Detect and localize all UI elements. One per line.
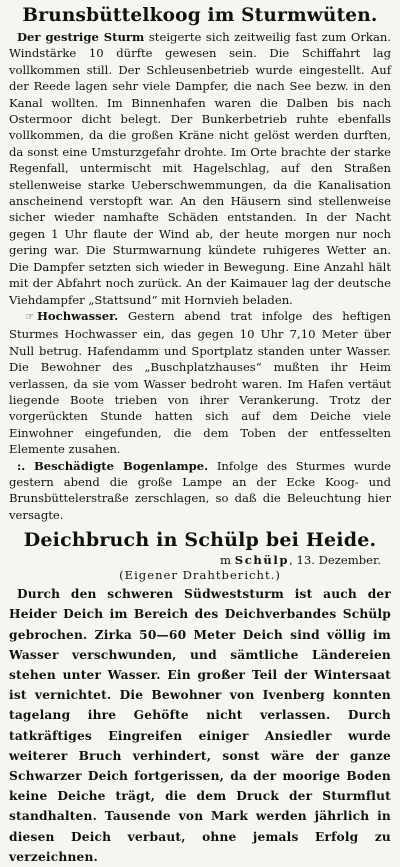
article1-text-sturm: steigerte sich zeitweilig fast zum Orkan. Windstärke 10 dürfte gewesen sein. Die Schiffahrt lag vollkommen still. Der Schleusenbetrieb wurde eingestellt. Auf der Reede lagen sehr viele Dampfer, die nach See bezw. in den Kanal wollten. Im Binnenhafen waren die Dalben bis nach Ostermoor dicht belegt. Der Bunkerbetrieb ruhte ebenfalls vollkommen, da die großen Kräne nicht gelöst werden durften, da sonst eine Umsturzgefahr drohte. Im Orte brachte der starke Regenfall, untermischt mit Hagelschlag, auf den Straßen stellenweise starke Ueberschwemmungen, da die Kanalisation anscheinend verstopft war. An den Häusern sind stellenweise sicher wieder namhafte Schäden entstanden. In der Nacht gegen 1 Uhr flaute der Wind ab, der heute morgen nur noch gering war. Die Sturmwarnung kündete ruhigeres Wetter an. Die Dampfer setzten sich wieder in Bewegung. Eine Anzahl hält mit der Abfahrt noch zurück. An der Kaimauer lag der deutsche Viehdampfer „Stattsund“ mit Hornvieh beladen. xyxy=(9,30,392,307)
article2-dateline-date: , 13. Dezember. xyxy=(289,553,381,568)
article2-body-container xyxy=(9,584,391,867)
article1-prefix-bogenlampe: :. xyxy=(17,458,26,473)
pointing-hand-icon: ☞ xyxy=(25,311,34,323)
article1-text-bogenlampe: Infolge des Sturmes wurde gestern abend die große Lampe an der Ecke Koog- und Brunsbüttelerstraße zerschlagen, so daß die Beleuchtung hier versagte. xyxy=(9,458,391,522)
article2-body: Durch den schweren Südweststurm ist auch der Heider Deich im Bereich des Deichverbandes Schülp gebrochen. Zirka 50—60 Meter Deich sind völlig im Wasser verschwunden, und sämtliche Ländereien stehen unter Wasser. Ein großer Teil der Wintersaat ist vernichtet. Die Bewohner von Ivenberg konnten tagelang ihre Gehöfte nicht verlassen. Durch tatkräftiges Eingreifen einiger Ansiedler wurde weiterer Bruch verhindert, sonst wäre der ganze Schwarzer Deich fortgerissen, da der moorige Boden keine Deiche trägt, die dem Druck der Sturmflut standhalten. Tausende von Mark werden jährlich in diesen Deich verbaut, ohne jemals Erfolg zu verzeichnen. xyxy=(9,587,391,864)
article1-paragraph-sturm xyxy=(9,29,391,308)
article1-text-hochwasser: Gestern abend trat infolge des heftigen Sturmes Hochwasser ein, das gegen 10 Uhr 7,10 Meter über Null betrug. Hafendamm und Sportplatz standen unter Wasser. Die Bewohner des „Buschplatzhauses“ mußten ihr Heim verlassen, da sie vom Wasser bedroht waren. Im Hafen vertäut liegende Boote trieben von ihrer Verankerung. Trotz der vorgerückten Stunde hatten sich auf dem Deiche viele Einwohner eingefunden, die dem Toben der entfesselten Elemente zusahen. xyxy=(9,308,391,457)
article1-paragraph-hochwasser xyxy=(9,308,391,458)
article1-lead-hochwasser: Hochwasser. xyxy=(36,308,119,323)
article1-lead-bogenlampe: Beschädigte Bogenlampe. xyxy=(33,458,209,473)
article2-title: Deichbruch in Schülp bei Heide. xyxy=(23,529,377,552)
article1-paragraph-bogenlampe xyxy=(9,458,391,524)
article2-dateline-place: Schülp xyxy=(234,553,290,568)
article2-dateline: m Schülp, 13. Dezember. xyxy=(220,553,381,568)
article2-source: (Eigener Drahtbericht.) xyxy=(119,568,281,583)
article1-title: Brunsbüttelkoog im Sturmwüten. xyxy=(22,5,378,26)
article1-lead-sturm: Der gestrige Sturm xyxy=(17,30,145,44)
